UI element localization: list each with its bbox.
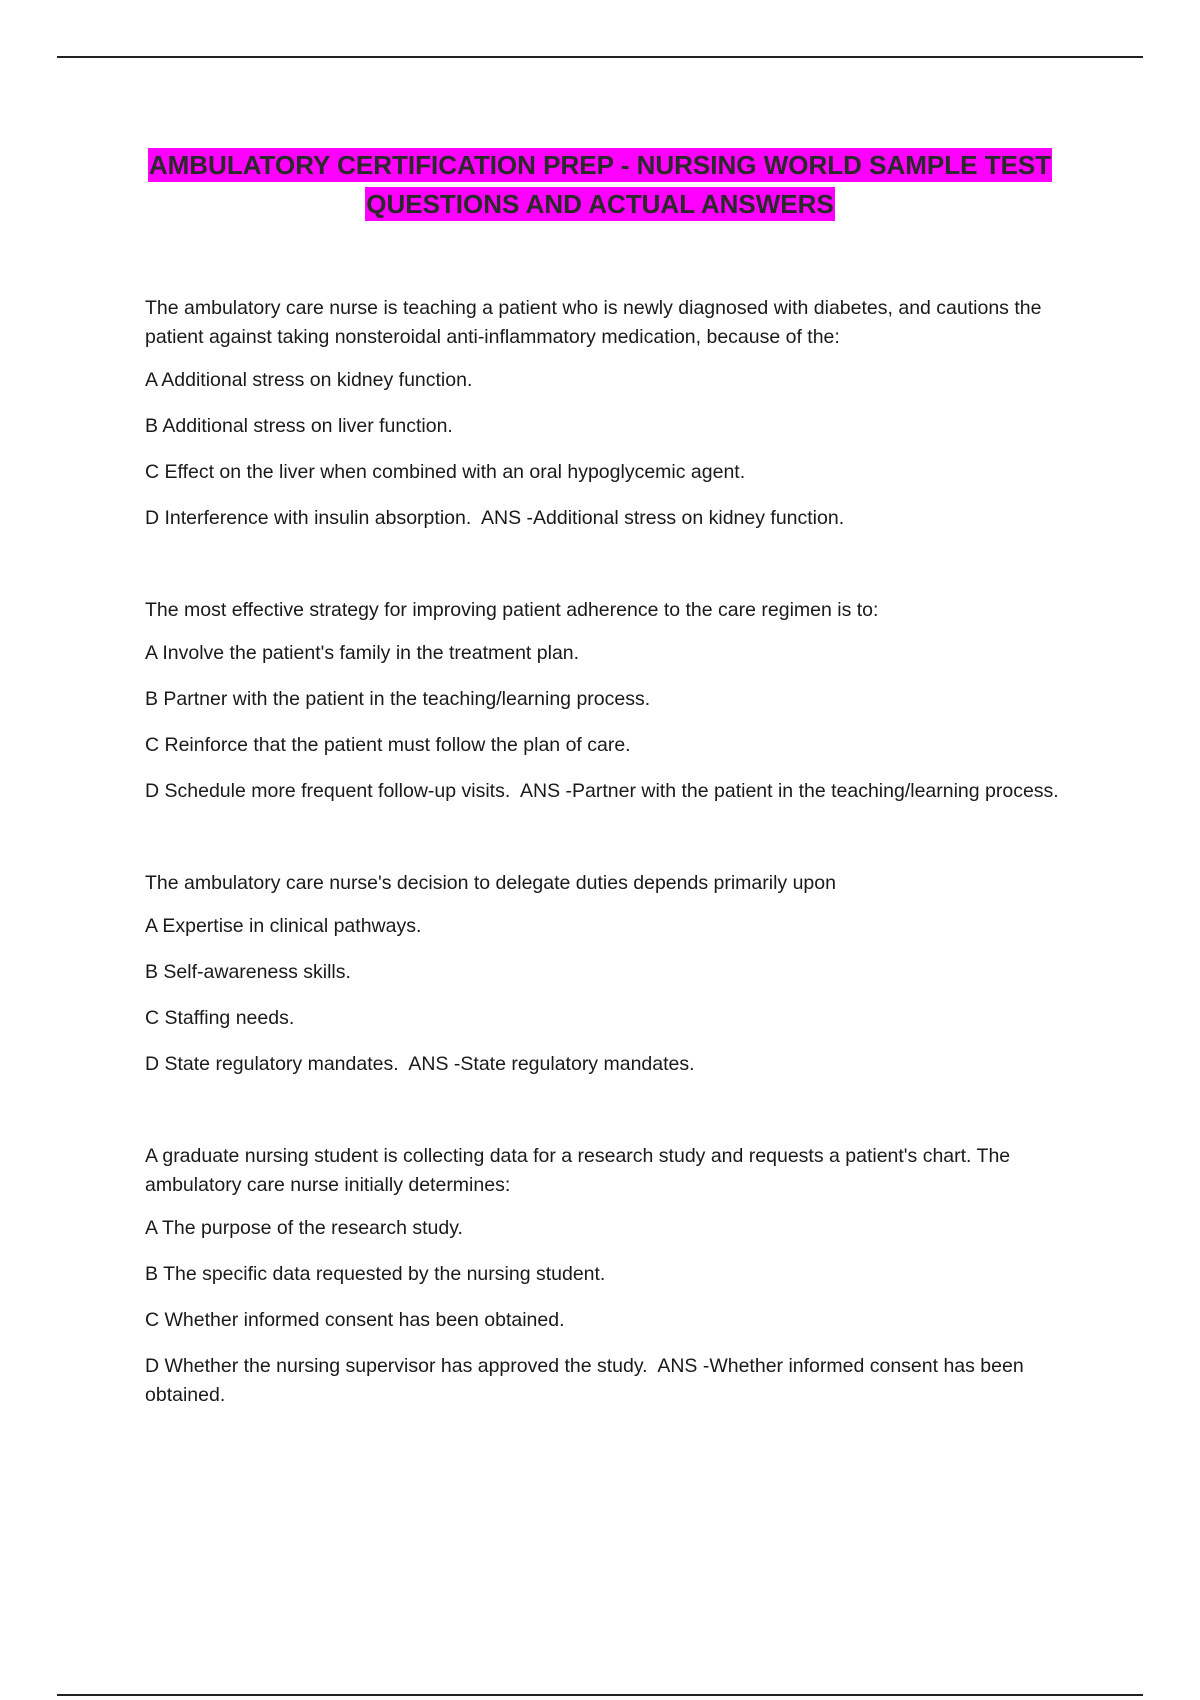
title-line-1: AMBULATORY CERTIFICATION PREP - NURSING WORLD SAMPLE TEST <box>148 150 1052 180</box>
option-d-with-answer: D Interference with insulin absorption. ANS -Additional stress on kidney function. <box>145 507 845 529</box>
option-a: A Additional stress on kidney function. <box>145 369 473 391</box>
question-stem: The ambulatory care nurse's decision to delegate duties depends primarily upon <box>145 872 836 894</box>
option-d-with-answer: D Schedule more frequent follow-up visits. ANS -Partner with the patient in the teaching/learning process. <box>145 780 1059 802</box>
option-c: C Reinforce that the patient must follow the plan of care. <box>145 734 631 756</box>
option-c: C Effect on the liver when combined with an oral hypoglycemic agent. <box>145 461 746 483</box>
question-3 <box>145 869 1095 1079</box>
option-d-with-answer: D State regulatory mandates. ANS -State regulatory mandates. <box>145 1053 695 1075</box>
question-stem: The most effective strategy for improving patient adherence to the care regimen is to: <box>145 599 879 621</box>
option-d-with-answer: D Whether the nursing supervisor has approved the study. ANS -Whether informed consent has been obtained. <box>145 1355 1030 1406</box>
option-a: A Expertise in clinical pathways. <box>145 915 422 937</box>
option-c: C Staffing needs. <box>145 1007 295 1029</box>
title-line-2: QUESTIONS AND ACTUAL ANSWERS <box>366 189 834 219</box>
top-rule <box>57 56 1143 58</box>
option-c: C Whether informed consent has been obtained. <box>145 1309 565 1331</box>
question-4 <box>145 1142 1095 1410</box>
bottom-rule <box>57 1694 1143 1696</box>
option-b: B Self-awareness skills. <box>145 961 351 983</box>
question-stem: A graduate nursing student is collecting data for a research study and requests a patient's chart. The ambulatory care nurse initially determines: <box>145 1145 1011 1196</box>
question-2 <box>145 596 1095 806</box>
question-stem: The ambulatory care nurse is teaching a patient who is newly diagnosed with diabetes, and cautions the patient against taking nonsteroidal anti-inflammatory medication, because of the: <box>145 297 1042 348</box>
option-a: A Involve the patient's family in the treatment plan. <box>145 642 580 664</box>
option-b: B Additional stress on liver function. <box>145 415 453 437</box>
document-title <box>100 146 1100 224</box>
option-b: B Partner with the patient in the teaching/learning process. <box>145 688 651 710</box>
option-b: B The specific data requested by the nursing student. <box>145 1263 606 1285</box>
question-list <box>145 294 1095 1473</box>
question-1 <box>145 294 1095 533</box>
option-a: A The purpose of the research study. <box>145 1217 463 1239</box>
